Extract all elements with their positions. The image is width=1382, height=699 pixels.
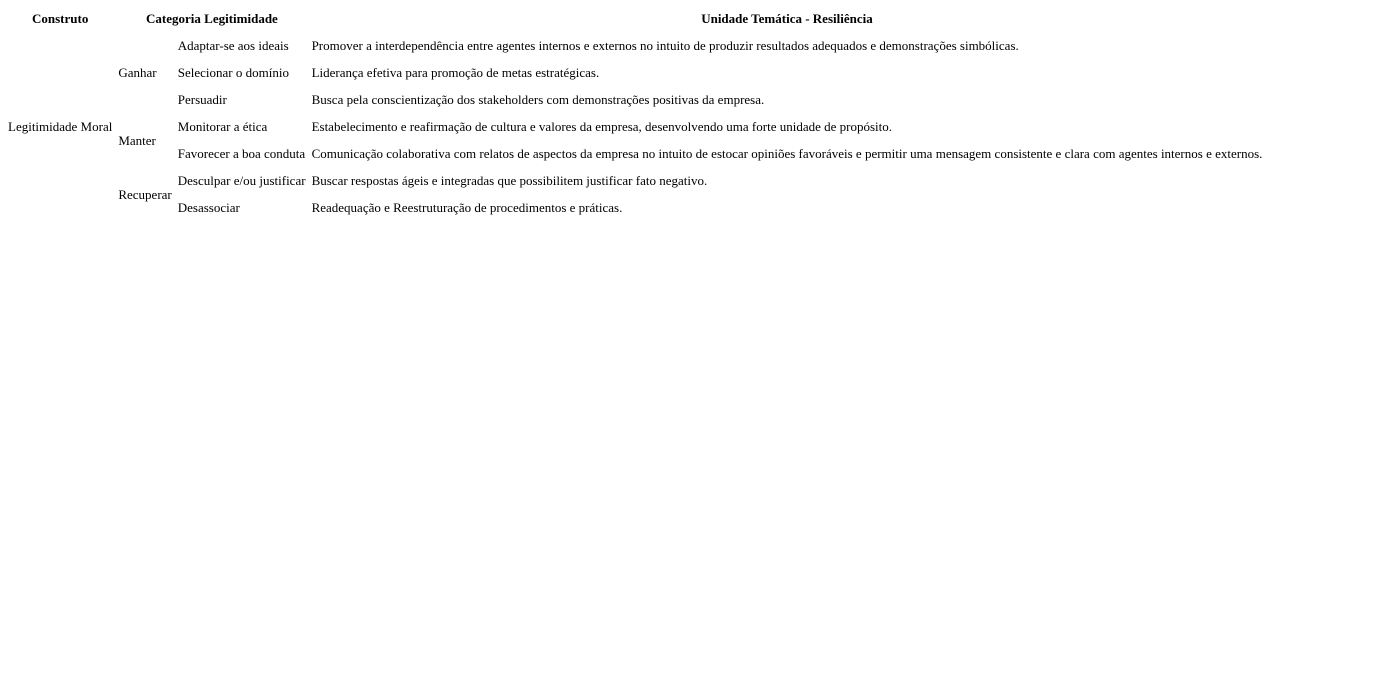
thematic-cell: Buscar respostas ágeis e integradas que possibilitem justificar fato negativo. bbox=[311, 173, 708, 188]
table-row bbox=[5, 140, 1265, 167]
strategy-cell: Adaptar-se aos ideais bbox=[177, 38, 289, 53]
header-row bbox=[5, 5, 1265, 32]
category-cell: Ganhar bbox=[118, 65, 157, 80]
strategy-cell: Monitorar a ética bbox=[177, 119, 268, 134]
header-construct: Construto bbox=[32, 11, 89, 26]
strategy-cell: Persuadir bbox=[177, 92, 227, 107]
header-category: Categoria Legitimidade bbox=[146, 11, 278, 26]
thematic-cell: Readequação e Reestruturação de procedimentos e práticas. bbox=[311, 200, 623, 215]
construct-cell: Legitimidade Moral bbox=[8, 119, 113, 134]
category-cell: Recuperar bbox=[118, 186, 172, 202]
thematic-cell: Comunicação colaborativa com relatos de aspectos da empresa no intuito de estocar opiniões favoráveis e permitir uma mensagem consistente e clara com agentes internos e externos. bbox=[311, 146, 1263, 161]
strategy-cell: Favorecer a boa conduta bbox=[177, 146, 306, 161]
thematic-cell: Liderança efetiva para promoção de metas estratégicas. bbox=[311, 65, 600, 80]
strategy-cell: Selecionar o domínio bbox=[177, 65, 289, 80]
table-row bbox=[5, 194, 1265, 221]
thematic-cell: Busca pela conscientização dos stakeholders com demonstrações positivas da empresa. bbox=[311, 92, 765, 107]
table-row bbox=[5, 167, 1265, 194]
table-row bbox=[5, 86, 1265, 113]
table-row bbox=[5, 32, 1265, 59]
thematic-cell: Promover a interdependência entre agentes internos e externos no intuito de produzir resultados adequados e demonstrações simbólicas. bbox=[311, 38, 1019, 53]
strategy-cell: Desassociar bbox=[177, 200, 240, 215]
legitimacy-table bbox=[5, 5, 1265, 221]
thematic-cell: Estabelecimento e reafirmação de cultura e valores da empresa, desenvolvendo uma forte unidade de propósito. bbox=[311, 119, 892, 134]
table-row bbox=[5, 113, 1265, 140]
category-cell: Manter bbox=[118, 132, 156, 148]
header-thematic-unit: Unidade Temática - Resiliência bbox=[701, 11, 873, 26]
table-row bbox=[5, 59, 1265, 86]
strategy-cell: Desculpar e/ou justificar bbox=[177, 173, 306, 188]
